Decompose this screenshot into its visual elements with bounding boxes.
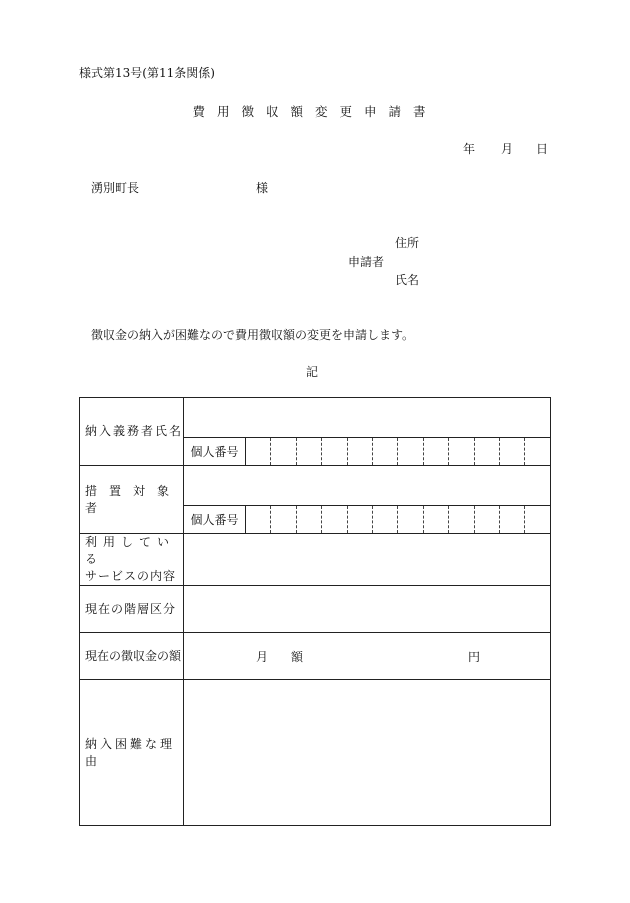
payer-digit-cell[interactable] [322,438,347,466]
target-digit-cell[interactable] [500,506,525,534]
monthly-label: 月 [256,650,269,664]
reason-row [80,680,551,826]
ki-heading: 記 [306,365,319,379]
target-row [80,466,551,506]
address-label: 住所 [395,236,420,250]
form-number: 様式第13号(第11条関係) [79,66,215,80]
applicant-label: 申請者 [348,255,385,269]
name-label: 氏名 [395,273,420,287]
target-digit-cell[interactable] [347,506,372,534]
payer-digit-cell[interactable] [271,438,296,466]
form-title: 費用徴収額変更申請書 [192,104,438,119]
reason-field[interactable] [184,680,551,826]
payer-name-field[interactable] [184,398,551,438]
amount-label: 額 [291,650,304,664]
payer-digit-cell[interactable] [398,438,423,466]
payer-digit-cell[interactable] [347,438,372,466]
target-personal-number-label: 個人番号 [184,506,246,534]
addressee-name: 湧別町長 [91,181,140,195]
date-month-label: 月 [501,142,514,156]
target-digit-cell[interactable] [373,506,398,534]
payer-name-label: 納入義務者氏名 [80,398,184,466]
addressee-honorific: 様 [256,181,269,195]
body-text: 徴収金の納入が困難なので費用徴収額の変更を申請します。 [91,328,415,342]
target-digit-cell[interactable] [449,506,474,534]
tier-field[interactable] [184,586,551,633]
yen-label: 円 [468,650,481,664]
target-digit-cell[interactable] [322,506,347,534]
payer-personal-number-label: 個人番号 [184,438,246,466]
fee-label: 現在の徴収金の額 [80,633,184,680]
target-digit-cell[interactable] [246,506,271,534]
date-day-label: 日 [536,142,549,156]
target-digit-cell[interactable] [423,506,448,534]
service-row [80,534,551,586]
date-year-label: 年 [463,142,476,156]
target-digit-cell[interactable] [398,506,423,534]
payer-digit-cell[interactable] [525,438,551,466]
payer-digit-cell[interactable] [423,438,448,466]
target-digit-cell[interactable] [296,506,321,534]
tier-row [80,586,551,633]
application-table [79,397,551,826]
reason-label: 納入困難な理由 [80,680,184,826]
service-label: 利用している サービスの内容 [80,534,184,586]
payer-name-row [80,398,551,438]
target-label: 措置対象者 [80,466,184,534]
payer-digit-cell[interactable] [296,438,321,466]
target-digit-cell[interactable] [271,506,296,534]
target-digit-cell[interactable] [474,506,499,534]
fee-row [80,633,551,680]
target-digit-cell[interactable] [525,506,551,534]
payer-digit-cell[interactable] [373,438,398,466]
payer-digit-cell[interactable] [474,438,499,466]
payer-digit-cell[interactable] [500,438,525,466]
service-field[interactable] [184,534,551,586]
tier-label: 現在の階層区分 [80,586,184,633]
payer-digit-cell[interactable] [246,438,271,466]
fee-field[interactable] [184,633,551,680]
target-name-field[interactable] [184,466,551,506]
payer-digit-cell[interactable] [449,438,474,466]
